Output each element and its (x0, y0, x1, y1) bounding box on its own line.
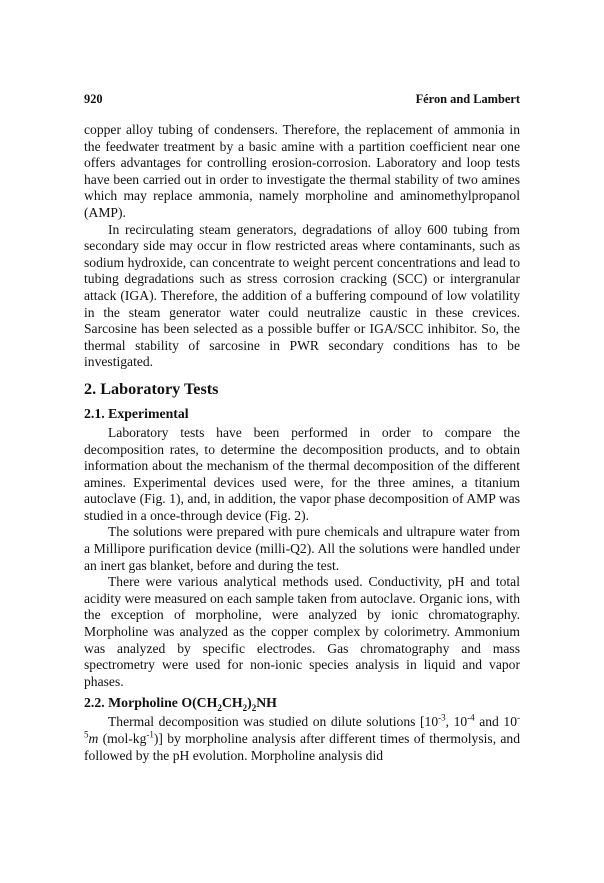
morpholine-paragraph-1 (84, 714, 520, 764)
morpholine-text: , 10 (445, 714, 468, 730)
page-number: 920 (84, 92, 103, 106)
molality-symbol: m (88, 731, 99, 746)
exponent: -3 (438, 712, 446, 723)
morpholine-heading-part: NH (256, 695, 277, 711)
section-heading-laboratory-tests: 2. Laboratory Tests (84, 379, 219, 398)
experimental-paragraph-3: There were various analytical methods used. Conductivity, pH and total acidity were measured on each sample taken from autoclave. Organic ions, with the exception of morpholine, were analyzed by ionic chromatography. Morpholine was analyzed as the copper complex by colorimetry. Ammonium was analyzed by specific electrodes. Gas chromatography and mass spectrometry were used for non-ionic species analysis in liquid and vapor phases. (84, 574, 520, 689)
morpholine-heading-subscript: 2 (217, 703, 222, 714)
morpholine-heading-part: CH (221, 695, 243, 711)
subsection-heading-morpholine (84, 694, 520, 714)
morpholine-text: and 10 (474, 714, 517, 730)
running-head (84, 92, 520, 107)
intro-paragraph-1: copper alloy tubing of condensers. Therefore, the replacement of ammonia in the feedwater treatment by a basic amine with a partition coefficient near one offers advantages for controlling erosion-corrosion. Laboratory and loop tests have been carried out in order to investigate the thermal stability of two amines which may replace ammonia, namely morpholine and aminomethylpropanol (AMP). (84, 122, 520, 220)
body-text (84, 122, 520, 764)
morpholine-heading-part: 2.2. Morpholine O(CH (84, 695, 218, 711)
morpholine-heading-subscript: 2 (242, 703, 248, 714)
exponent: -1 (146, 729, 154, 740)
morpholine-text: Thermal decomposition was studied on dilute solutions [10 (108, 714, 439, 730)
experimental-paragraph-2: The solutions were prepared with pure chemicals and ultrapure water from a Millipore purification device (milli-Q2). All the solutions were handled under an inert gas blanket, before and during the test. (84, 524, 520, 573)
morpholine-heading-part: ) (247, 695, 252, 711)
exponent: -5 (84, 712, 520, 740)
subsection-heading-experimental: 2.1. Experimental (84, 405, 189, 421)
morpholine-text: (mol-kg (98, 731, 147, 746)
exponent: -4 (467, 712, 475, 723)
intro-paragraph-2: In recirculating steam generators, degradations of alloy 600 tubing from secondary side may occur in flow restricted areas where contaminants, such as sodium hydroxide, can concentrate to weight percent concentrations and lead to tubing degradations such as stress corrosion cracking (SCC) or intergranular attack (IGA). Therefore, the addition of a buffering compound of low volatility in the steam generator water could neutralize caustic in these crevices. Sarcosine has been selected as a possible buffer or IGA/SCC inhibitor. So, the thermal stability of sarcosine in PWR secondary conditions has to be investigated. (84, 221, 520, 370)
experimental-paragraph-1: Laboratory tests have been performed in order to compare the decomposition rates, to determine the decomposition products, and to obtain information about the mechanism of the thermal decomposition of the different amines. Experimental devices used were, for the three amines, a titanium autoclave (Fig. 1), and, in addition, the vapor phase decomposition of AMP was studied in a once-through device (Fig. 2). (84, 424, 520, 523)
morpholine-text: )] by morpholine analysis after different times of thermolysis, and followed by the pH evolution. Morpholine analysis did (84, 731, 520, 763)
morpholine-heading-subscript: 2 (251, 703, 257, 714)
running-head-authors: Féron and Lambert (415, 92, 520, 106)
